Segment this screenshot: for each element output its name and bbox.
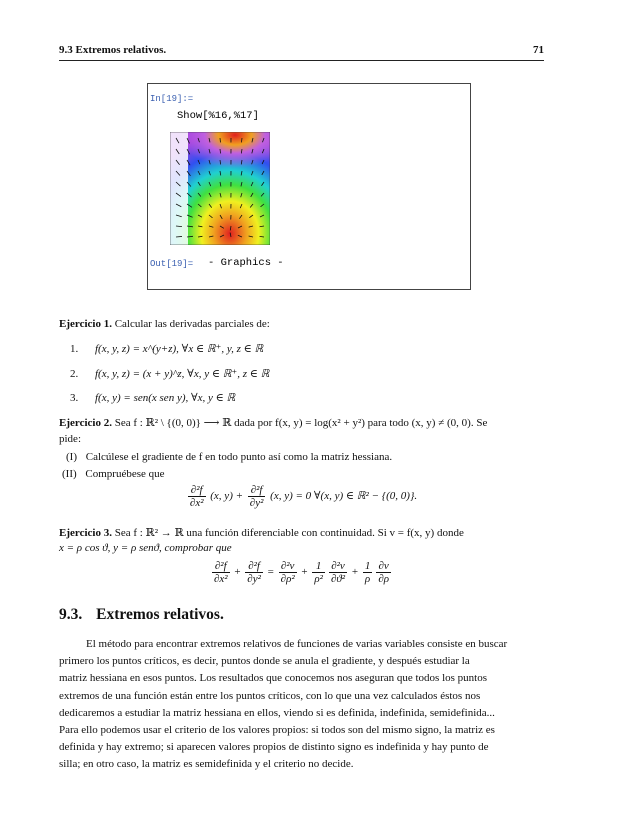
- input-code: Show[%16,%17]: [177, 110, 259, 122]
- fraction: $\frac{\partial v}{\partial\rho}$: [378, 560, 390, 585]
- body-line: Para ello podemos usar el criterio de los valores propios: si todos son del mismo signo, la matriz es: [59, 724, 495, 737]
- fraction: $\frac{\text{∂²f}}{\text{∂x²}}$: [189, 484, 204, 509]
- running-header: [59, 44, 544, 56]
- input-label: In[19]:=: [150, 94, 194, 104]
- ejercicio-2-item: [66, 449, 392, 465]
- header-rule: [59, 60, 544, 61]
- polar-laplace-equation: $\frac{\text{∂²f}}{\text{∂x²}}$ + $\frac{\text{∂²f}}{\text{∂y²}}$ = $\frac{\text{∂²v}}{\text{∂ρ²}}$ + $\frac{1}{\text{ρ²}}$ $\frac{\text{∂²v}}{\text{∂ϑ²}}$ + $\frac{1}{\rho}$ $\frac{\partial v}{\partial\rho}$: [213, 560, 390, 585]
- item-number: 2.: [70, 368, 79, 380]
- body-line: matriz hessiana en esos puntos. Los resultados que conocemos nos aseguran que todos los puntos: [59, 672, 488, 685]
- fraction: $\frac{\text{∂²v}}{\text{∂ρ²}}$: [280, 560, 295, 585]
- body-line: primero los puntos críticos, es decir, puntos donde se anula el gradiente, y después estudiar la: [59, 655, 470, 668]
- ejercicio-3-line1: [59, 525, 549, 541]
- ejercicio-1-text: Calcular las derivadas parciales de:: [114, 318, 270, 330]
- ejercicio-2-statement: Sea f : ℝ² \ {(0, 0)} ⟶ ℝ dada por f(x, y) = log(x² + y²) para todo (x, y) ≠ (0, 0). Se: [114, 417, 488, 429]
- item-expression: f(x, y, z) = (x + y)^z, ∀x, y ∈ ℝ⁺, z ∈ ℝ: [95, 368, 270, 380]
- item-number: 3.: [70, 392, 79, 404]
- ejercicio-3-line2: x = ρ cos ϑ, y = ρ senϑ, comprobar que: [59, 542, 232, 554]
- ejercicio-2-label: Ejercicio 2.: [59, 417, 112, 429]
- output-label: Out[19]=: [150, 259, 194, 269]
- body-line: El método para encontrar extremos relativos de funciones de varias variables consiste en buscar: [86, 638, 508, 650]
- section-title: Extremos relativos.: [96, 606, 224, 623]
- equation-part: (x, y) = 0 ∀(x, y) ∈ ℝ² − {(0, 0)}.: [270, 490, 418, 503]
- fraction: $\frac{1}{\text{ρ²}}$: [314, 560, 323, 585]
- section-number: 9.3.: [59, 606, 83, 623]
- ejercicio-2-item: [62, 466, 165, 482]
- item-number: 1.: [70, 343, 79, 355]
- vector-arrow: [220, 149, 221, 153]
- ejercicio-3-statement: Sea f : ℝ² → ℝ una función diferenciable con continuidad. Si v = f(x, y) donde: [114, 527, 464, 539]
- item-expression: f(x, y, z) = x^(y+z), ∀x ∈ ℝ⁺, y, z ∈ ℝ: [95, 343, 264, 355]
- output-value: - Graphics -: [208, 257, 284, 269]
- ejercicio-2-line1: [59, 415, 549, 431]
- ejercicio-1-label: Ejercicio 1.: [59, 318, 112, 330]
- vector-arrow: [241, 138, 242, 142]
- fraction: $\frac{\text{∂²v}}{\text{∂ϑ²}}$: [330, 560, 346, 585]
- laplace-equation: [59, 484, 544, 509]
- plot-left-band: [170, 132, 188, 245]
- section-heading: [59, 606, 224, 624]
- item-text: Compruébese que: [85, 468, 165, 480]
- item-number: (I): [66, 451, 77, 463]
- fraction: $\frac{\text{∂²f}}{\text{∂y²}}$: [249, 484, 264, 509]
- ejercicio-1-item: [70, 366, 269, 382]
- ejercicio-2-line2: pide:: [59, 433, 81, 445]
- density-vector-plot: [170, 132, 270, 245]
- body-line: silla; en otro caso, la matriz es semidefinida y el criterio no decide.: [59, 758, 354, 771]
- body-line: extremos de una función están entre los puntos críticos, con lo que una vez calculados éstos nos: [59, 689, 481, 702]
- item-expression: f(x, y) = sen(x sen y), ∀x, y ∈ ℝ: [95, 392, 236, 404]
- item-text: Calcúlese el gradiente de f en todo punto así como la matriz hessiana.: [85, 451, 393, 463]
- body-line: definida y hay extremo; si aparecen valores propios de distinto signo es indefinida y hay punto de: [59, 741, 489, 754]
- ejercicio-3-label: Ejercicio 3.: [59, 527, 112, 539]
- page-number: 71: [533, 44, 544, 56]
- body-line: dedicaremos a estudiar la matriz hessiana en ellos, viendo si es definida, indefinida, semidefinida...: [59, 706, 495, 719]
- body-paragraph: [59, 636, 544, 774]
- fraction: $\frac{\text{∂²f}}{\text{∂y²}}$: [247, 560, 261, 585]
- fraction: $\frac{1}{\rho}$: [364, 560, 371, 585]
- item-number: (II): [62, 468, 77, 480]
- header-section-title: 9.3 Extremos relativos.: [59, 44, 167, 56]
- fraction: $\frac{\text{∂²f}}{\text{∂x²}}$: [213, 560, 228, 585]
- ejercicio-1-item: [70, 341, 263, 357]
- ejercicio-1-item: [70, 390, 235, 406]
- equation-part: (x, y) +: [210, 490, 244, 503]
- vector-arrow: [176, 236, 182, 237]
- ejercicio-1-heading: [59, 316, 270, 332]
